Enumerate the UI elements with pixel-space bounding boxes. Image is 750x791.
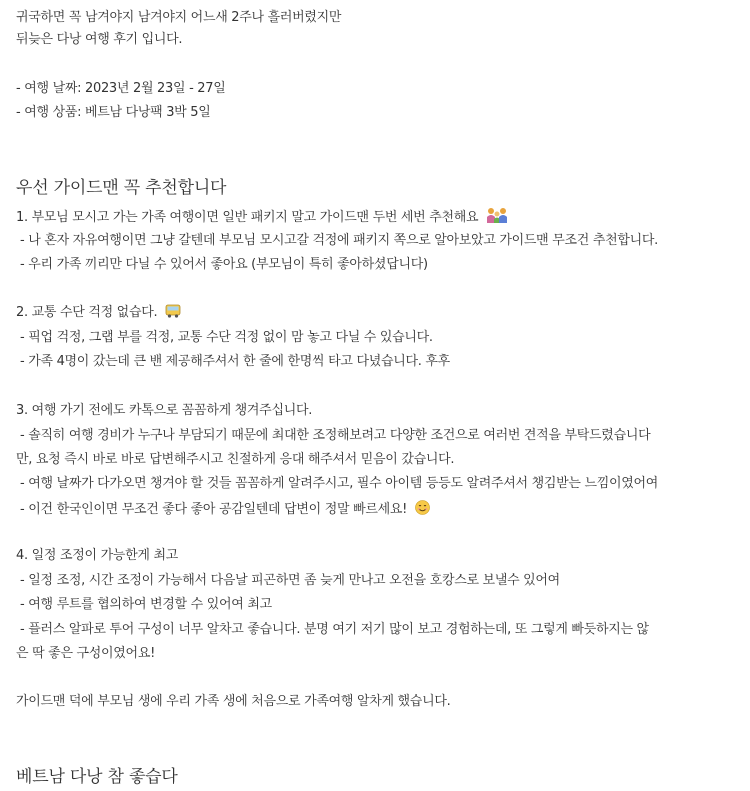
point-3-line-3 (20, 500, 430, 521)
point-4-line-3-cont: 은 딱 좋은 구성이였어요! (16, 646, 155, 661)
point-3-title: 3. 여행 가기 전에도 카톡으로 꼼꼼하게 챙겨주십니다. (16, 403, 313, 418)
point-3-line-3-text: - 이건 한국인이면 무조건 좋다 좋아 공감일텐데 답변이 정말 빠르세요! (20, 502, 408, 517)
point-1-line-2: - 우리 가족 끼리만 다닐 수 있어서 좋아요 (부모님이 특히 좋아하셨답니다) (20, 257, 428, 272)
point-1-title (16, 207, 508, 229)
section-heading-recommend: 우선 가이드맨 꼭 추천합니다 (16, 178, 227, 198)
point-3-line-1: - 솔직히 여행 경비가 누구나 부담되기 때문에 최대한 조정해보려고 다양한 조건으로 여러번 견적을 부탁드렸습니다 (20, 428, 651, 443)
trip-date: - 여행 날짜: 2023년 2월 23일 - 27일 (16, 81, 226, 96)
smiling-face-emoji-icon (415, 500, 430, 521)
intro-line-2: 뒤늦은 다낭 여행 후기 입니다. (16, 32, 183, 47)
point-2-title (16, 304, 181, 324)
point-3-line-2: - 여행 날짜가 다가오면 챙겨야 할 것들 꼼꼼하게 알려주시고, 필수 아이템 등등도 알려주셔서 챙김받는 느낌이였어여 (20, 476, 659, 491)
point-4-line-3: - 플러스 알파로 투어 구성이 너무 알차고 좋습니다. 분명 여기 저기 많이 보고 경험하는데, 또 그렇게 빠듯하지는 않 (20, 622, 649, 637)
family-emoji-icon (486, 207, 508, 229)
trip-product: - 여행 상품: 베트남 다낭팩 3박 5일 (16, 105, 211, 120)
bus-emoji-icon (165, 304, 181, 324)
closing-line: 가이드맨 덕에 부모님 생에 우리 가족 생에 처음으로 가족여행 알차게 했습니다. (16, 694, 451, 709)
point-4-title: 4. 일정 조정이 가능한게 최고 (16, 548, 178, 563)
point-2-line-2: - 가족 4명이 갔는데 큰 밴 제공해주셔서 한 줄에 한명씩 타고 다녔습니다. 후후 (20, 354, 450, 369)
section-heading-danang: 베트남 다낭 참 좋습다 (16, 767, 178, 787)
point-1-line-1: - 나 혼자 자유여행이면 그냥 갈텐데 부모님 모시고갈 걱정에 패키지 쪽으로 알아보았고 가이드맨 무조건 추천합니다. (20, 233, 659, 248)
point-2-line-1: - 픽업 걱정, 그랩 부를 걱정, 교통 수단 걱정 없이 맘 놓고 다닐 수 있습니다. (20, 330, 433, 345)
point-2-title-text: 2. 교통 수단 걱정 없습다. (16, 305, 158, 320)
point-3-line-1-cont: 만, 요청 즉시 바로 바로 답변해주시고 친절하게 응대 해주셔서 믿음이 갔습니다. (16, 452, 455, 467)
intro-line-1: 귀국하면 꼭 남겨야지 남겨야지 어느새 2주나 흘러버렸지만 (16, 10, 342, 25)
point-1-title-text: 1. 부모님 모시고 가는 가족 여행이면 일반 패키지 말고 가이드맨 두번 세번 추천해요 (16, 210, 479, 225)
point-4-line-2: - 여행 루트를 협의하여 변경할 수 있어여 최고 (20, 597, 272, 612)
point-4-line-1: - 일정 조정, 시간 조정이 가능해서 다음날 피곤하면 좀 늦게 만나고 오전을 호캉스로 보낼수 있어여 (20, 573, 560, 588)
